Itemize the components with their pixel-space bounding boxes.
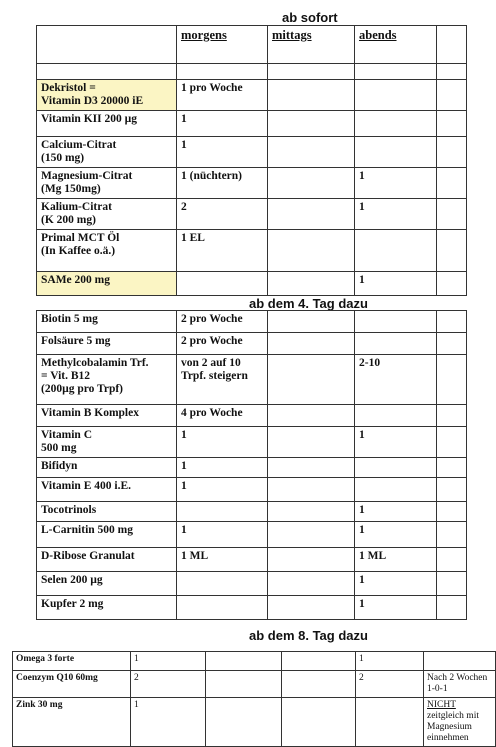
dose-cell [282, 671, 356, 698]
spacer-cell [268, 64, 355, 80]
table-row [37, 199, 467, 230]
table-row [13, 652, 496, 671]
schedule-table-tag4 [36, 310, 467, 620]
dose-mittags [268, 272, 355, 296]
dose-mittags [268, 405, 355, 427]
dose-morgens: 2 [177, 199, 268, 230]
supplement-name: Folsäure 5 mg [37, 333, 177, 355]
dose-morgens: 1 [177, 478, 268, 502]
dose-morgens [177, 272, 268, 296]
dose-abends [355, 405, 437, 427]
note-cell: Nach 2 Wochen 1-0-1 [424, 671, 496, 698]
supplement-name: Omega 3 forte [13, 652, 131, 671]
schedule-table-tag8 [12, 651, 496, 747]
table-row [37, 548, 467, 572]
section-title-tag4: ab dem 4. Tag dazu [249, 296, 368, 311]
dose-abends [355, 478, 437, 502]
dose-abends [355, 111, 437, 137]
extra-cell [437, 427, 467, 458]
dose-morgens: 1 EL [177, 230, 268, 272]
dose-cell: 2 [356, 671, 424, 698]
table-row [37, 355, 467, 405]
dose-morgens: 1 [177, 458, 268, 478]
dose-mittags [268, 137, 355, 168]
table-row [37, 333, 467, 355]
dose-cell: 1 [131, 698, 206, 747]
dose-cell [282, 698, 356, 747]
dose-abends [355, 311, 437, 333]
dose-morgens: 1 [177, 522, 268, 548]
dose-morgens: 2 pro Woche [177, 311, 268, 333]
extra-cell [437, 572, 467, 596]
dose-morgens: 1 ML [177, 548, 268, 572]
section-title-sofort: ab sofort [282, 10, 338, 25]
header-cell: mittags [268, 26, 355, 64]
dose-mittags [268, 111, 355, 137]
dose-abends: 1 [355, 168, 437, 199]
extra-cell [437, 272, 467, 296]
dose-mittags [268, 596, 355, 620]
extra-cell [437, 168, 467, 199]
dose-abends: 1 ML [355, 548, 437, 572]
schedule-table-sofort [36, 25, 467, 296]
dose-abends: 1 [355, 596, 437, 620]
extra-cell [437, 311, 467, 333]
section-title-tag8: ab dem 8. Tag dazu [249, 628, 368, 643]
supplement-name: Calcium-Citrat (150 mg) [37, 137, 177, 168]
table-row [13, 671, 496, 698]
supplement-name: Vitamin E 400 i.E. [37, 478, 177, 502]
dose-morgens [177, 572, 268, 596]
supplement-name: Vitamin KII 200 µg [37, 111, 177, 137]
table-row [37, 137, 467, 168]
extra-cell [437, 230, 467, 272]
extra-cell [437, 405, 467, 427]
dose-abends [355, 230, 437, 272]
dose-cell: 1 [356, 652, 424, 671]
dose-abends: 1 [355, 572, 437, 596]
table-row [37, 596, 467, 620]
supplement-name: Selen 200 µg [37, 572, 177, 596]
dose-abends: 1 [355, 272, 437, 296]
spacer-cell [437, 64, 467, 80]
dose-abends [355, 137, 437, 168]
header-cell: morgens [177, 26, 268, 64]
dose-mittags [268, 311, 355, 333]
supplement-name: Bifidyn [37, 458, 177, 478]
header-cell: abends [355, 26, 437, 64]
dose-mittags [268, 80, 355, 111]
dose-mittags [268, 230, 355, 272]
dose-morgens: 1 pro Woche [177, 80, 268, 111]
table-row [37, 572, 467, 596]
dose-cell [356, 698, 424, 747]
dose-mittags [268, 168, 355, 199]
extra-cell [437, 458, 467, 478]
extra-cell [437, 502, 467, 522]
supplement-name: L-Carnitin 500 mg [37, 522, 177, 548]
table-row [37, 168, 467, 199]
supplement-name: D-Ribose Granulat [37, 548, 177, 572]
spacer-cell [37, 64, 177, 80]
header-cell [437, 26, 467, 64]
dose-abends [355, 458, 437, 478]
dose-mittags [268, 502, 355, 522]
extra-cell [437, 596, 467, 620]
dose-cell [206, 671, 282, 698]
table-row [37, 478, 467, 502]
header-cell [37, 26, 177, 64]
supplement-name: Vitamin C 500 mg [37, 427, 177, 458]
dose-cell: 1 [131, 652, 206, 671]
dose-abends: 2-10 [355, 355, 437, 405]
dose-mittags [268, 355, 355, 405]
table-row [37, 80, 467, 111]
dose-mittags [268, 572, 355, 596]
supplement-name: Primal MCT Öl (In Kaffee o.ä.) [37, 230, 177, 272]
supplement-name: Coenzym Q10 60mg [13, 671, 131, 698]
supplement-name: SAMe 200 mg [37, 272, 177, 296]
supplement-name: Magnesium-Citrat (Mg 150mg) [37, 168, 177, 199]
dose-morgens: 2 pro Woche [177, 333, 268, 355]
dose-morgens: von 2 auf 10 Trpf. steigern [177, 355, 268, 405]
dose-abends: 1 [355, 502, 437, 522]
supplement-name: Tocotrinols [37, 502, 177, 522]
dose-mittags [268, 458, 355, 478]
spacer-cell [355, 64, 437, 80]
note-cell: NICHT zeitgleich mit Magnesium einnehmen [424, 698, 496, 747]
dose-morgens: 1 (nüchtern) [177, 168, 268, 199]
dose-cell [206, 652, 282, 671]
supplement-name: Methylcobalamin Trf. = Vit. B12 (200µg pro Trpf) [37, 355, 177, 405]
dose-mittags [268, 199, 355, 230]
supplement-name: Kalium-Citrat (K 200 mg) [37, 199, 177, 230]
extra-cell [437, 548, 467, 572]
table-row [37, 522, 467, 548]
dose-mittags [268, 427, 355, 458]
supplement-name: Dekristol = Vitamin D3 20000 iE [37, 80, 177, 111]
dose-mittags [268, 548, 355, 572]
spacer-cell [177, 64, 268, 80]
dose-cell: 2 [131, 671, 206, 698]
extra-cell [437, 137, 467, 168]
supplement-name: Vitamin B Komplex [37, 405, 177, 427]
note-cell [424, 652, 496, 671]
supplement-name: Zink 30 mg [13, 698, 131, 747]
table-row [37, 111, 467, 137]
extra-cell [437, 199, 467, 230]
extra-cell [437, 478, 467, 502]
table-row [37, 427, 467, 458]
extra-cell [437, 522, 467, 548]
extra-cell [437, 355, 467, 405]
dose-mittags [268, 333, 355, 355]
dose-morgens [177, 596, 268, 620]
table-row [13, 698, 496, 747]
dose-mittags [268, 522, 355, 548]
table-row [37, 458, 467, 478]
extra-cell [437, 111, 467, 137]
dose-morgens: 1 [177, 427, 268, 458]
dose-morgens: 4 pro Woche [177, 405, 268, 427]
dose-abends [355, 80, 437, 111]
dose-abends: 1 [355, 199, 437, 230]
table-row [37, 230, 467, 272]
dose-morgens: 1 [177, 111, 268, 137]
table-row [37, 272, 467, 296]
table-row [37, 405, 467, 427]
table-row [37, 502, 467, 522]
supplement-name: Kupfer 2 mg [37, 596, 177, 620]
dose-abends [355, 333, 437, 355]
dose-mittags [268, 478, 355, 502]
dose-morgens: 1 [177, 137, 268, 168]
extra-cell [437, 80, 467, 111]
dose-cell [282, 652, 356, 671]
table-row [37, 311, 467, 333]
dose-cell [206, 698, 282, 747]
extra-cell [437, 333, 467, 355]
dose-abends: 1 [355, 522, 437, 548]
dose-morgens [177, 502, 268, 522]
supplement-name: Biotin 5 mg [37, 311, 177, 333]
dose-abends: 1 [355, 427, 437, 458]
